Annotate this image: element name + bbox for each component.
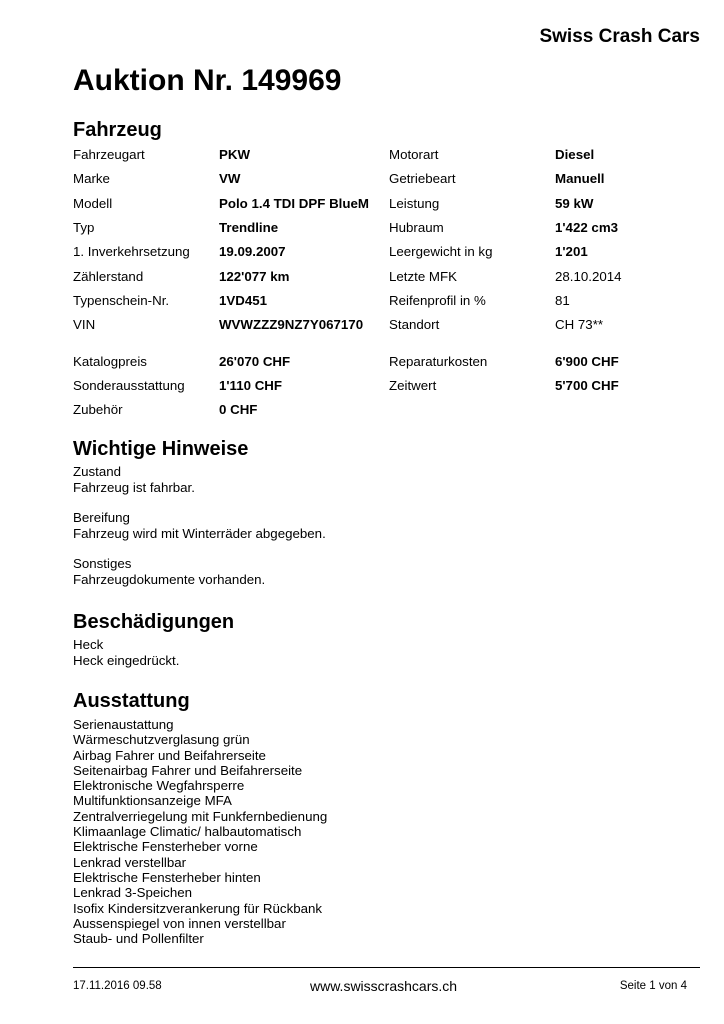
detail-value: Polo 1.4 TDI DPF BlueM [219, 196, 369, 211]
price-value: 1'110 CHF [219, 378, 283, 393]
detail-label: Motorart [389, 147, 439, 162]
list-item: Elektrische Fensterheber hinten [73, 869, 261, 885]
detail-label: Zählerstand [73, 269, 144, 284]
detail-label: Letzte MFK [389, 269, 457, 284]
detail-value: CH 73** [555, 317, 604, 332]
list-item: Isofix Kindersitzverankerung für Rückbank [73, 900, 323, 916]
price-value: 5'700 CHF [555, 378, 619, 393]
notes-zustand-label: Zustand [73, 464, 122, 479]
list-item: Airbag Fahrer und Beifahrerseite [73, 747, 266, 763]
damage-block [73, 637, 179, 669]
spacer [73, 542, 326, 556]
equipment-list [73, 717, 327, 946]
section-heading-notes: Wichtige Hinweise [73, 438, 249, 460]
detail-label: Standort [389, 317, 440, 332]
notes-sonstiges-text: Fahrzeugdokumente vorhanden. [73, 572, 266, 587]
detail-label: Hubraum [389, 220, 444, 235]
detail-label: VIN [73, 317, 96, 332]
detail-value: VW [219, 171, 241, 186]
footer-date: 17.11.2016 09.58 [73, 980, 162, 992]
detail-value: 1'201 [555, 244, 588, 259]
price-label: Katalogpreis [73, 354, 147, 369]
detail-label: Leistung [389, 196, 440, 211]
price-value: 26'070 CHF [219, 354, 291, 369]
price-value: 0 CHF [219, 402, 258, 417]
list-item: Lenkrad verstellbar [73, 854, 187, 870]
section-heading-equipment: Ausstattung [73, 690, 190, 712]
detail-value: 1'422 cm3 [555, 220, 619, 235]
detail-label: Modell [73, 196, 113, 211]
damage-label: Heck [73, 637, 104, 652]
detail-value: 81 [555, 293, 570, 308]
detail-value: 28.10.2014 [555, 269, 622, 284]
detail-value: 59 kW [555, 196, 594, 211]
detail-label: Fahrzeugart [73, 147, 145, 162]
list-item: Multifunktionsanzeige MFA [73, 793, 232, 809]
notes-bereifung-label: Bereifung [73, 510, 130, 525]
list-item: Aussenspiegel von innen verstellbar [73, 915, 286, 931]
price-label: Zubehör [73, 402, 123, 417]
footer-page-number: Seite 1 von 4 [619, 980, 687, 992]
list-item: Lenkrad 3-Speichen [73, 885, 193, 901]
damage-text: Heck eingedrückt. [73, 653, 180, 668]
detail-label: 1. Inverkehrsetzung [73, 244, 190, 259]
detail-label: Typ [73, 220, 95, 235]
list-item: Serienaustattung [73, 717, 174, 732]
price-label: Reparaturkosten [389, 354, 488, 369]
notes-zustand-text: Fahrzeug ist fahrbar. [73, 480, 195, 495]
footer-website-link[interactable]: www.swisscrashcars.ch [310, 978, 458, 994]
detail-value: WVWZZZ9NZ7Y067170 [219, 317, 364, 332]
detail-value: 122'077 km [219, 269, 290, 284]
price-value: 6'900 CHF [555, 354, 619, 369]
list-item: Wärmeschutzverglasung grün [73, 732, 250, 748]
notes-bereifung-text: Fahrzeug wird mit Winterräder abgegeben. [73, 526, 326, 541]
detail-label: Typenschein-Nr. [73, 293, 170, 308]
detail-label: Getriebeart [389, 171, 456, 186]
section-heading-damage: Beschädigungen [73, 611, 235, 633]
notes-sonstiges-label: Sonstiges [73, 556, 132, 571]
list-item: Elektronische Wegfahrsperre [73, 778, 245, 794]
price-label: Sonderausstattung [73, 378, 185, 393]
detail-label: Leergewicht in kg [389, 244, 493, 259]
page-title: Auktion Nr. 149969 [73, 64, 342, 97]
section-heading-vehicle: Fahrzeug [73, 119, 162, 141]
detail-value: 19.09.2007 [219, 244, 286, 259]
detail-value: Trendline [219, 220, 279, 235]
detail-value: 1VD451 [219, 293, 268, 308]
footer-divider [73, 967, 700, 968]
list-item: Elektrische Fensterheber vorne [73, 839, 258, 855]
price-label: Zeitwert [389, 378, 437, 393]
list-item: Seitenairbag Fahrer und Beifahrerseite [73, 762, 303, 778]
detail-label: Marke [73, 171, 110, 186]
detail-value: Diesel [555, 147, 595, 162]
spacer [73, 496, 326, 510]
list-item: Klimaanlage Climatic/ halbautomatisch [73, 824, 302, 840]
detail-label: Reifenprofil in % [389, 293, 486, 308]
list-item: Zentralverriegelung mit Funkfernbedienung [73, 808, 328, 824]
notes-block [73, 464, 326, 588]
detail-value: PKW [219, 147, 251, 162]
brand-name: Swiss Crash Cars [539, 26, 700, 47]
list-item: Staub- und Pollenfilter [73, 931, 204, 947]
detail-value: Manuell [555, 171, 605, 186]
